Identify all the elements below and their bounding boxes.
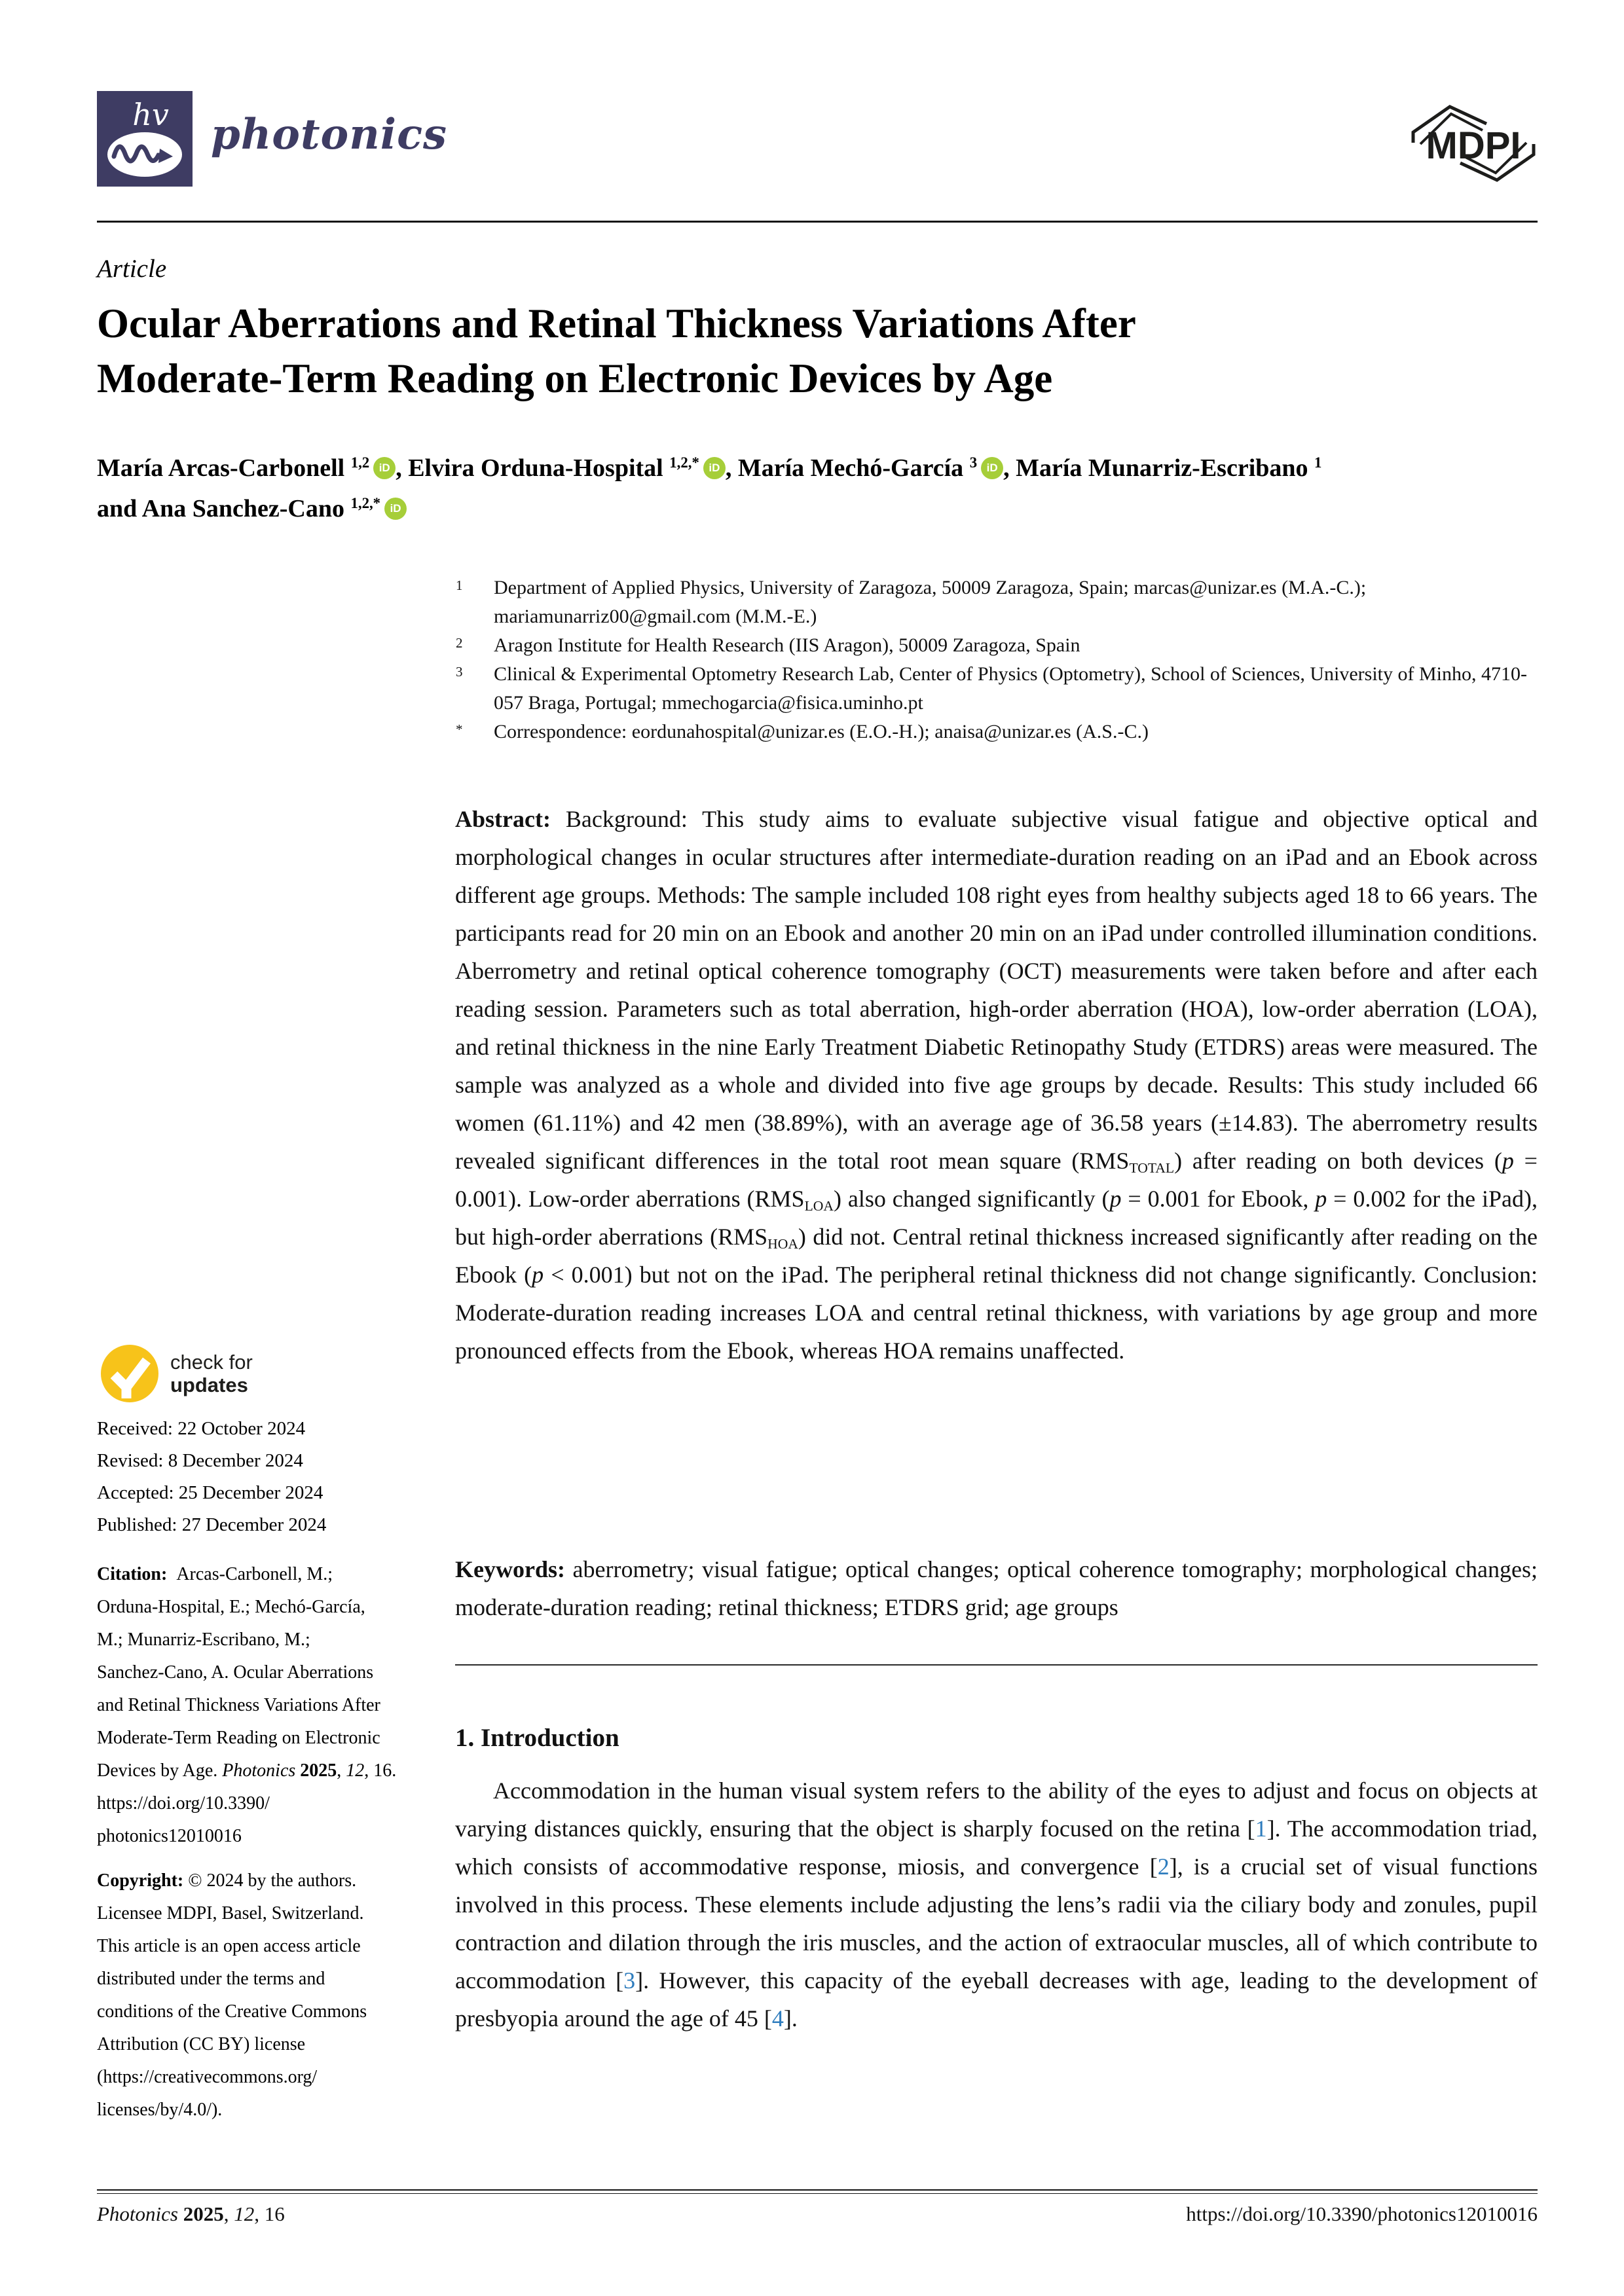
journal-wordmark: photonics — [211, 110, 448, 159]
affiliation-text: Aragon Institute for Health Research (IIS Aragon), 50009 Zaragoza, Spain — [494, 634, 1080, 656]
reference-link[interactable]: 2 — [1157, 1853, 1170, 1880]
header-rule — [97, 221, 1538, 223]
mdpi-logo — [1409, 103, 1538, 183]
keywords-paragraph: Keywords: aberrometry; visual fatigue; optical changes; optical coherence tomography; morphological changes; moderate-duration reading; retinal thickness; ETDRS grid; age groups — [455, 1556, 1538, 1620]
orcid-icon[interactable]: iD — [373, 457, 396, 479]
revised-date: Revised: 8 December 2024 — [97, 1450, 303, 1471]
affiliations-block — [456, 574, 1539, 746]
check-for-updates-label: check for updates — [170, 1351, 253, 1396]
orcid-icon[interactable]: iD — [703, 457, 726, 479]
accepted-date: Accepted: 25 December 2024 — [97, 1482, 323, 1503]
affiliation-text: Clinical & Experimental Optometry Research Lab, Center of Physics (Optometry), School of Sciences, University of Minho, 4710-057 Braga, Portugal; mmechogarcia@fisica.uminho.pt — [494, 663, 1527, 714]
copyright-block: Copyright: © 2024 by the authors. Licensee MDPI, Basel, Switzerland. This article is an open access article distributed under the terms and conditions of the Creative Commons Attribution (CC BY) license (https://creativecommons.org/ licenses/by/4.0/). — [97, 1870, 367, 2120]
correspondence-marker: * — [456, 721, 463, 737]
authors-line: María Arcas-Carbonell $^{1,2}$ iD , Elvira Orduna-Hospital $^{1,2,*}$ iD , María Mechó-García $^3$ iD , María Munarriz-Escribano $^1$ and Ana Sanchez-Cano $^{1,2,*}$ iD — [97, 454, 1322, 522]
footer-journal-reference: Photonics 2025, 12, 16 — [97, 2202, 285, 2225]
reference-link[interactable]: 1 — [1255, 1815, 1267, 1842]
affiliation-row — [456, 660, 1539, 718]
title-line-1: Ocular Aberrations and Retinal Thickness Variations After — [97, 301, 1136, 346]
check-for-updates-button[interactable] — [100, 1343, 253, 1404]
article-type-label: Article — [97, 255, 167, 283]
photonics-journal-logo-icon — [97, 91, 193, 187]
article-history-dates — [97, 1413, 326, 1541]
svg-text:hv: hv — [132, 97, 169, 132]
svg-text:MDPI: MDPI — [1426, 124, 1521, 167]
article-title — [97, 296, 1544, 406]
abstract-paragraph: Abstract: Background: This study aims to evaluate subjective visual fatigue and objective optical and morphological changes in ocular structures after intermediate-duration reading on an iPad and an Ebook across different age groups. Methods: The sample included 108 right eyes from healthy subjects aged 18 to 66 years. The participants read for 20 min on an Ebook and another 20 min on an iPad under controlled illumination conditions. Aberrometry and retinal optical coherence tomography (OCT) measurements were taken before and after each reading session. Parameters such as total aberration, high-order aberration (HOA), low-order aberration (LOA), and retinal thickness in the nine Early Treatment Diabetic Retinopathy Study (ETDRS) areas were measured. The sample was analyzed as a whole and divided into five age groups by decade. Results: This study included 66 women (61.11%) and 42 men (38.89%), with an average age of 36.58 years (±14.83). The aberrometry results revealed significant differences in the total root mean square (RMSTOTAL) after reading on both devices (p = 0.001). Low-order aberrations (RMSLOA) also changed significantly (p = 0.001 for Ebook, p = 0.002 for the iPad), but high-order aberrations (RMSHOA) did not. Central retinal thickness increased significantly after reading on the Ebook (p < 0.001) but not on the iPad. The peripheral retinal thickness did not change significantly. Conclusion: Moderate-duration reading increases LOA and central retinal thickness, with variations by age group and more pronounced effects from the Ebook, whereas HOA remains unaffected. — [455, 806, 1538, 1364]
orcid-icon[interactable]: iD — [981, 457, 1003, 479]
reference-link[interactable]: 3 — [623, 1967, 636, 1994]
introduction-paragraph: Accommodation in the human visual system refers to the ability of the eyes to adjust and focus on objects at varying distances quickly, ensuring that the object is sharply focused on the retina [1]. The accommodation triad, which consists of accommodative response, miosis, and convergence [2], is a crucial set of visual functions involved in this process. These elements include adjusting the lens’s radii via the ciliary body and zonules, pupil contraction and dilation through the iris muscles, and the action of extraocular muscles, all of which contribute to accommodation [3]. However, this capacity of the eyeball decreases with age, leading to the development of presbyopia around the age of 45 [4]. — [455, 1777, 1538, 2032]
affiliation-marker: 1 — [456, 577, 463, 593]
footer-doi-link[interactable]: https://doi.org/10.3390/photonics12010016 — [1186, 2202, 1538, 2225]
published-date: Published: 27 December 2024 — [97, 1514, 327, 1535]
affiliation-row — [456, 631, 1539, 660]
footer-rule — [97, 2189, 1538, 2194]
received-date: Received: 22 October 2024 — [97, 1418, 306, 1439]
title-line-2: Moderate-Term Reading on Electronic Devices by Age — [97, 355, 1053, 401]
section-heading-introduction: 1. Introduction — [455, 1724, 619, 1752]
affiliation-marker: 3 — [456, 664, 463, 680]
reference-link[interactable]: 4 — [771, 2005, 784, 2032]
affiliation-text: Department of Applied Physics, University of Zaragoza, 50009 Zaragoza, Spain; marcas@unizar.es (M.A.-C.); mariamunarriz00@gmail.com (M.M.-E.) — [494, 577, 1367, 627]
check-icon — [100, 1343, 160, 1404]
citation-block: Citation: Arcas-Carbonell, M.; Orduna-Hospital, E.; Mechó-García, M.; Munarriz-Escribano, M.; Sanchez-Cano, A. Ocular Aberrations and Retinal Thickness Variations After Moderate-Term Reading on Electronic Devices by Age. Photonics 2025, 12, 16. https://doi.org/10.3390/ photonics12010016 — [97, 1564, 397, 1846]
keywords-divider-rule — [455, 1664, 1538, 1666]
affiliation-row — [456, 718, 1539, 746]
orcid-icon[interactable]: iD — [384, 498, 407, 520]
affiliation-row — [456, 574, 1539, 631]
affiliation-marker: 2 — [456, 635, 463, 651]
page-footer — [97, 2202, 1538, 2226]
correspondence-text: Correspondence: eordunahospital@unizar.es (E.O.-H.); anaisa@unizar.es (A.S.-C.) — [494, 721, 1149, 742]
